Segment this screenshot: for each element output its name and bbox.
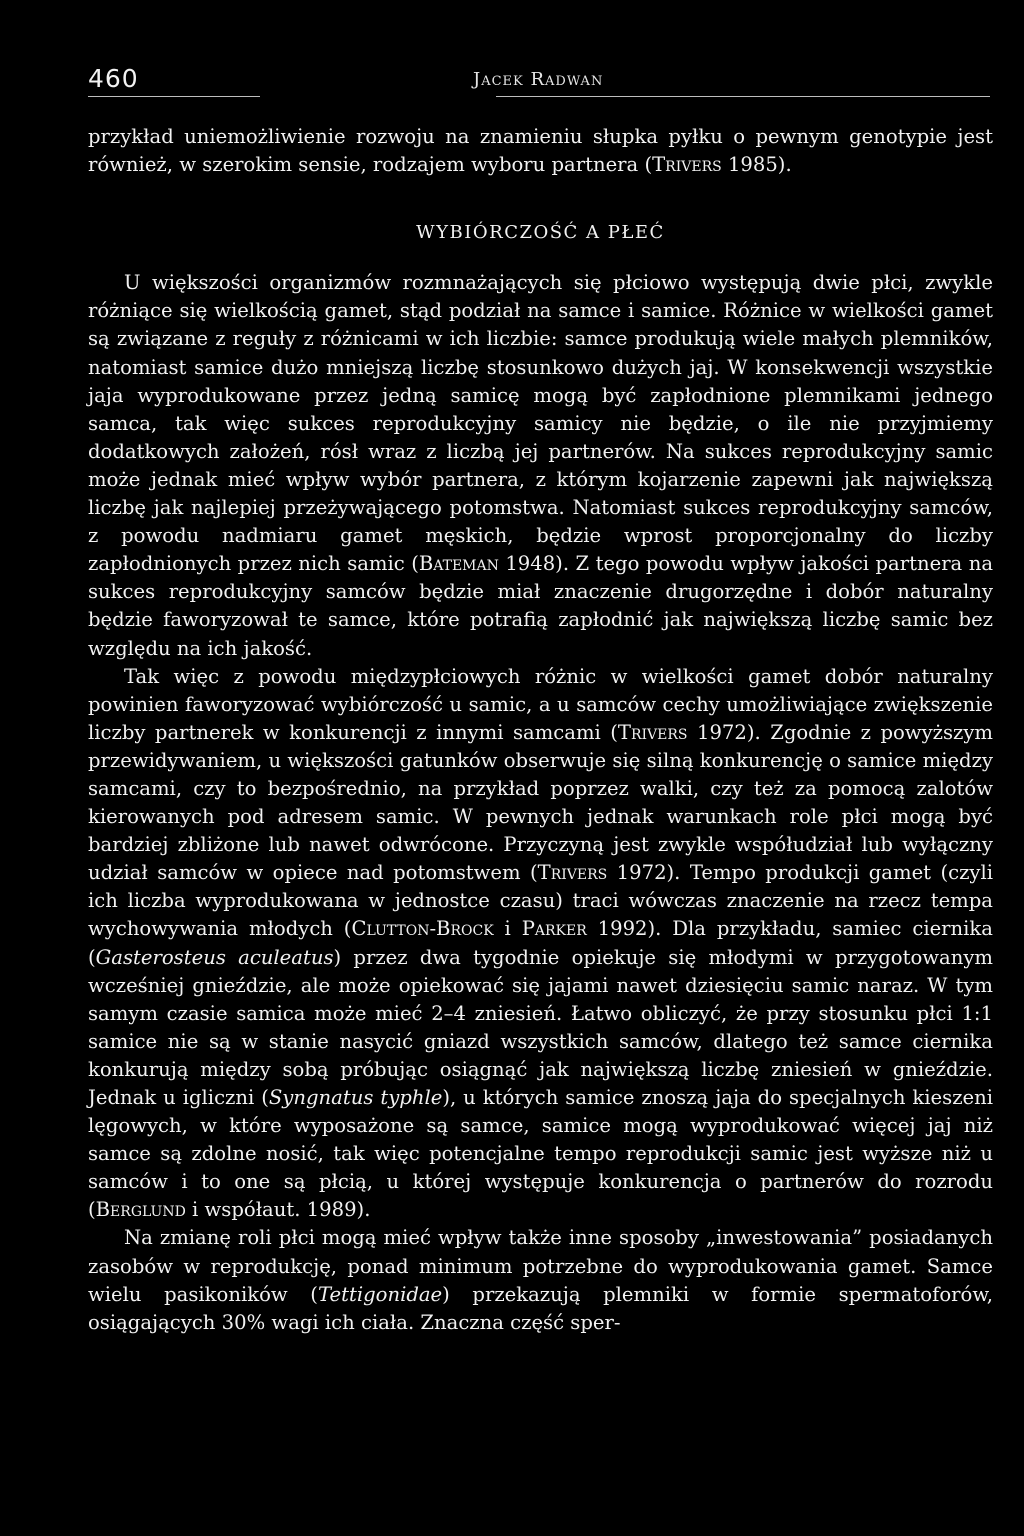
- paragraph-text: 1992). Dla przykładu, samiec ciernika (: [88, 917, 993, 969]
- section-heading: WYBIÓRCZOŚĆ A PŁEĆ: [416, 222, 665, 244]
- header-rule-left: [88, 96, 260, 97]
- citation: Parker: [521, 917, 587, 941]
- paragraph-text: Tak więc z powodu międzypłciowych różnic w wielkości gamet dobór naturalny powinien faworyzować wybiórczość u samic, a u samców cechy umożliwiające zwiększenie liczby partnerek w konkurencji z innymi samcami (: [88, 664, 993, 744]
- paragraph-text: przykład uniemożliwienie rozwoju na znamieniu słupka pyłku o pewnym genotypie jest również, w szerokim sensie, rodzajem wyboru partnera (: [88, 125, 993, 177]
- paragraph: [88, 123, 993, 179]
- paragraph-text: Na zmianę roli płci mogą mieć wpływ także inne sposoby „inwestowania” posiadanych zasobów w reprodukcję, ponad minimum potrzebne do wyprodukowania gamet. Samce wielu pasikoników (: [88, 1226, 993, 1306]
- page-header: [88, 64, 990, 98]
- species-name: Gasterosteus aculeatus: [95, 945, 334, 969]
- citation: Trivers: [617, 720, 688, 744]
- paragraph: [88, 1224, 993, 1336]
- citation: Trivers: [537, 861, 608, 885]
- paragraph-text: 1985).: [721, 153, 792, 177]
- paragraph: [88, 269, 993, 662]
- paragraph-text: 1948). Z tego powodu wpływ jakości partnera na sukces reprodukcyjny samców będzie miał znaczenie drugorzędne i dobór naturalny będzie faworyzował te samce, które potrafią zapłodnić jak największą liczbę samic bez względu na ich jakość.: [88, 552, 993, 660]
- paragraph-text: 1972). Tempo produkcji gamet (czyli ich liczba wyprodukowana w jednostce czasu) traci wówczas znaczenie na rzecz tempa wychowywania młodych (: [88, 861, 993, 941]
- running-head: Jacek Radwan: [473, 69, 604, 90]
- paragraph-text: i współaut. 1989).: [185, 1198, 371, 1222]
- citation: Trivers: [652, 153, 722, 177]
- paragraph-text: 1972). Zgodnie z powyższym przewidywaniem, u większości gatunków obserwuje się silną konkurencję o samice między samcami, czy to bezpośrednio, na przykład poprzez walki, czy też za pomocą zalotów kierowanych pod adresem samic. W pewnych jednak warunkach role płci mogą być bardziej zbliżone lub nawet odwrócone. Przyczyną jest zwykle współudział lub wyłączny udział samców w opiece nad potomstwem (: [88, 720, 993, 885]
- paragraph-text: ) przekazują plemniki w formie spermatoforów, osiągających 30% wagi ich ciała. Znaczna część sper-: [88, 1282, 993, 1334]
- citation: Clutton-Brock: [351, 917, 494, 941]
- page-number: 460: [88, 64, 139, 93]
- taxon-name: Tettigonidae: [317, 1282, 443, 1306]
- paragraph-text: i: [493, 917, 522, 941]
- paragraph-text: ) przez dwa tygodnie opiekuje się młodymi w przygotowanym wcześniej gnieździe, ale może opiekować się jajami nawet dziesięciu samic naraz. W tym samym czasie samica może mieć 2–4 zniesień. Łatwo obliczyć, że przy stosunku płci 1:1 samice nie są w stanie nasycić gniazd wszystkich samców, dlatego też samce ciernika konkurują między sobą próbując osiągnąć jak największą liczbę zniesień w gnieździe. Jednak u igliczni (: [88, 945, 993, 1109]
- paragraph-text: U większości organizmów rozmnażających się płciowo występują dwie płci, zwykle różniące się wielkością gamet, stąd podział na samce i samice. Różnice w wielkości gamet są związane z reguły z różnicami w ich liczbie: samce produkują wiele małych plemników, natomiast samice dużo mniejszą liczbę stosunkowo dużych jaj. W konsekwencji wszystkie jaja wyprodukowane przez jedną samicę mogą być zapłodnione plemnikami jednego samca, tak więc sukces reprodukcyjny samicy nie będzie, o ile nie przyjmiemy dodatkowych założeń, rósł wraz z liczbą jej partnerów. Na sukces reprodukcyjny samic może jednak mieć wpływ wybór partnera, z którym kojarzenie zapewni jak największą liczbę jak najlepiej przeżywającego potomstwa. Natomiast sukces reprodukcyjny samców, z powodu nadmiaru gamet męskich, będzie wprost proporcjonalny do liczby zapłodnionych przez nich samic (: [88, 271, 993, 576]
- header-rule-right: [496, 96, 990, 97]
- species-name: Syngnatus typhle: [268, 1086, 443, 1109]
- paragraph-text: ), u których samice znoszą jaja do specjalnych kieszeni lęgowych, w które wyposażone są samce, samice mogą wyprodukować więcej jaj niż samce są zdolne nosić, tak więc potencjalne tempo reprodukcji samic jest wyższe niż u samców i to one są płcią, u której występuje konkurencja o partnerów do rozrodu (: [88, 1086, 994, 1222]
- citation: Bateman: [418, 552, 499, 576]
- citation: Berglund: [95, 1198, 186, 1222]
- paragraph: [88, 663, 993, 1225]
- body-text: [88, 123, 993, 1337]
